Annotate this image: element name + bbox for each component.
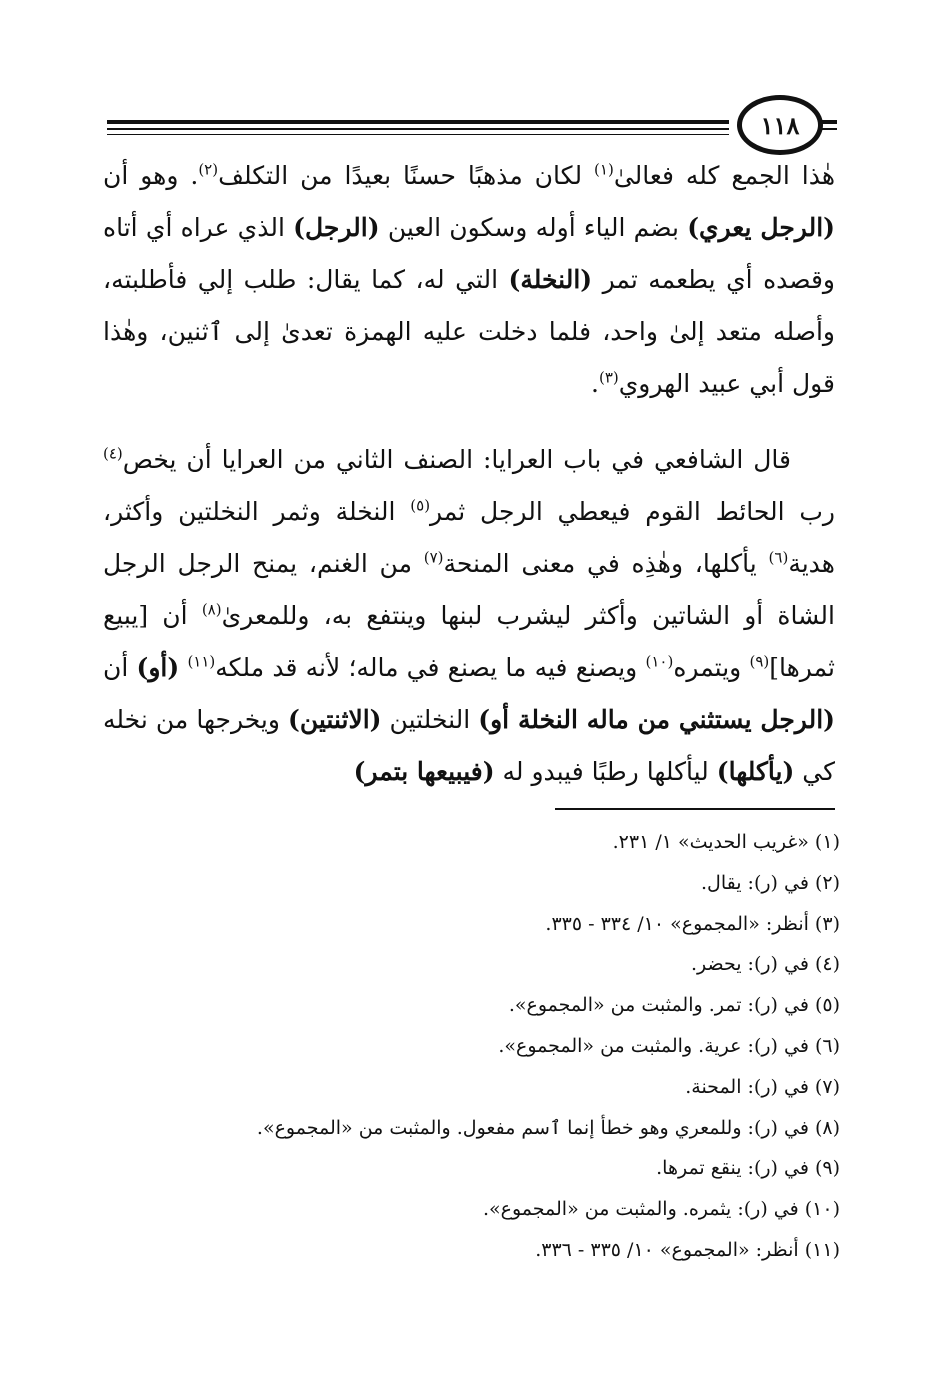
page-number: ١١٨ bbox=[760, 110, 800, 140]
text-run: هٰذا الجمع كله فعالىٰ bbox=[613, 161, 835, 190]
footnote-ref: (٦) bbox=[768, 548, 789, 567]
footnote-ref: (٧) bbox=[423, 548, 444, 567]
footnote: (٤) في (ر): يحضر. bbox=[690, 953, 840, 976]
header-rule bbox=[107, 134, 729, 135]
paragraph-1 bbox=[103, 150, 835, 416]
footnote-ref: (١) bbox=[594, 160, 614, 179]
text-run: ويتمره bbox=[673, 653, 750, 682]
footnote-ref: (٨) bbox=[201, 600, 222, 619]
paragraph-2 bbox=[103, 434, 835, 852]
footnote: (٧) في (ر): المحنة. bbox=[685, 1075, 840, 1098]
text-run: ويخرجها من نخله كي bbox=[103, 705, 835, 786]
text-run: بضم الياء أوله وسكون العين bbox=[379, 213, 688, 242]
text-run: أن [يبيع ثمرها] bbox=[103, 601, 835, 682]
footnote: (١١) أنظر: «المجموع» ١٠/ ٣٣٥ - ٣٣٦. bbox=[535, 1238, 840, 1261]
bold-term: (أو) bbox=[136, 653, 180, 682]
text-run: أن bbox=[103, 653, 137, 682]
bold-term: (الاثنتين) bbox=[288, 705, 382, 734]
text-run: ليأكلها رطبًا فيبدو له bbox=[494, 757, 717, 786]
text-run: الذي عراه أي أتاه وقصده أي يطعمه تمر bbox=[103, 213, 835, 294]
bold-term: (الرجل يعري) bbox=[687, 213, 835, 242]
text-run: . وهو أن bbox=[103, 161, 199, 190]
text-run: يأكلها، وهٰذِه في معنى المنحة bbox=[443, 549, 769, 578]
header-rule bbox=[107, 128, 729, 130]
text-run: . bbox=[591, 369, 599, 398]
footnote-ref: (٤) bbox=[103, 444, 123, 463]
footnote: (١) «غريب الحديث» ١/ ٢٣١. bbox=[612, 831, 840, 853]
text-run: رب الحائط القوم فيعطي الرجل ثمر bbox=[430, 497, 835, 526]
bold-term: (النخلة) bbox=[508, 265, 593, 294]
footnote-ref: (٢) bbox=[198, 160, 219, 179]
text-run: التي له، كما يقال: طلب إلي فأطلبته، وأصله متعد إلىٰ واحد، فلما دخلت عليه الهمزة تعدىٰ إلى ٱثنين، وهٰذا قول أبي عبيد الهروي bbox=[103, 265, 835, 398]
footnote-ref: (٩) bbox=[749, 652, 770, 671]
page-number-badge bbox=[737, 95, 823, 155]
footnote-ref: (٣) bbox=[598, 368, 619, 387]
footnote: (٥) في (ر): تمر. والمثبت من «المجموع». bbox=[508, 994, 840, 1017]
text-run: من الغنم، يمنح الرجل الرجل الشاة أو الشاتين وأكثر ليشرب لبنها وينتفع به، وللمعرىٰ bbox=[103, 549, 835, 630]
footnote-ref: (١١) bbox=[187, 652, 216, 671]
main-text bbox=[103, 150, 835, 852]
footnotes bbox=[150, 822, 840, 1271]
footnote: (٢) في (ر): يقال. bbox=[700, 871, 840, 894]
text-run: لكان مذهبًا حسنًا بعيدًا من التكلف bbox=[218, 161, 595, 190]
footnote: (٦) في (ر): عرية. والمثبت من «المجموع». bbox=[498, 1034, 840, 1057]
footnote-ref: (١٠) bbox=[645, 652, 674, 671]
footnote-ref: (٥) bbox=[410, 496, 431, 515]
bold-term: (الرجل) bbox=[293, 213, 380, 242]
footnote: (١٠) في (ر): يثمره. والمثبت من «المجموع». bbox=[482, 1198, 840, 1221]
bold-term: (الرجل يستثني من ماله النخلة أو) bbox=[478, 705, 835, 734]
header-rule bbox=[107, 120, 729, 124]
text-run: قال الشافعي في باب العرايا: الصنف الثاني من العرايا أن يخص bbox=[122, 445, 791, 474]
footnote: (٣) أنظر: «المجموع» ١٠/ ٣٣٤ - ٣٣٥. bbox=[545, 912, 840, 935]
footnote: (٩) في (ر): ينقع تمرها. bbox=[656, 1157, 840, 1180]
bold-term: (فيبيعها بتمر) bbox=[353, 757, 495, 786]
bold-term: (يأكلها) bbox=[716, 757, 795, 786]
text-run: النخلة وثمر النخلتين وأكثر، هدية bbox=[103, 497, 835, 578]
text-run: ويصنع فيه ما يصنع في ماله؛ لأنه قد ملكه bbox=[215, 653, 646, 682]
text-run: النخلتين bbox=[381, 705, 479, 734]
footnote-separator bbox=[555, 808, 835, 810]
footnote: (٨) في (ر): وللمعري وهو خطأ إنما ٱسم مفعول. والمثبت من «المجموع». bbox=[256, 1116, 840, 1139]
